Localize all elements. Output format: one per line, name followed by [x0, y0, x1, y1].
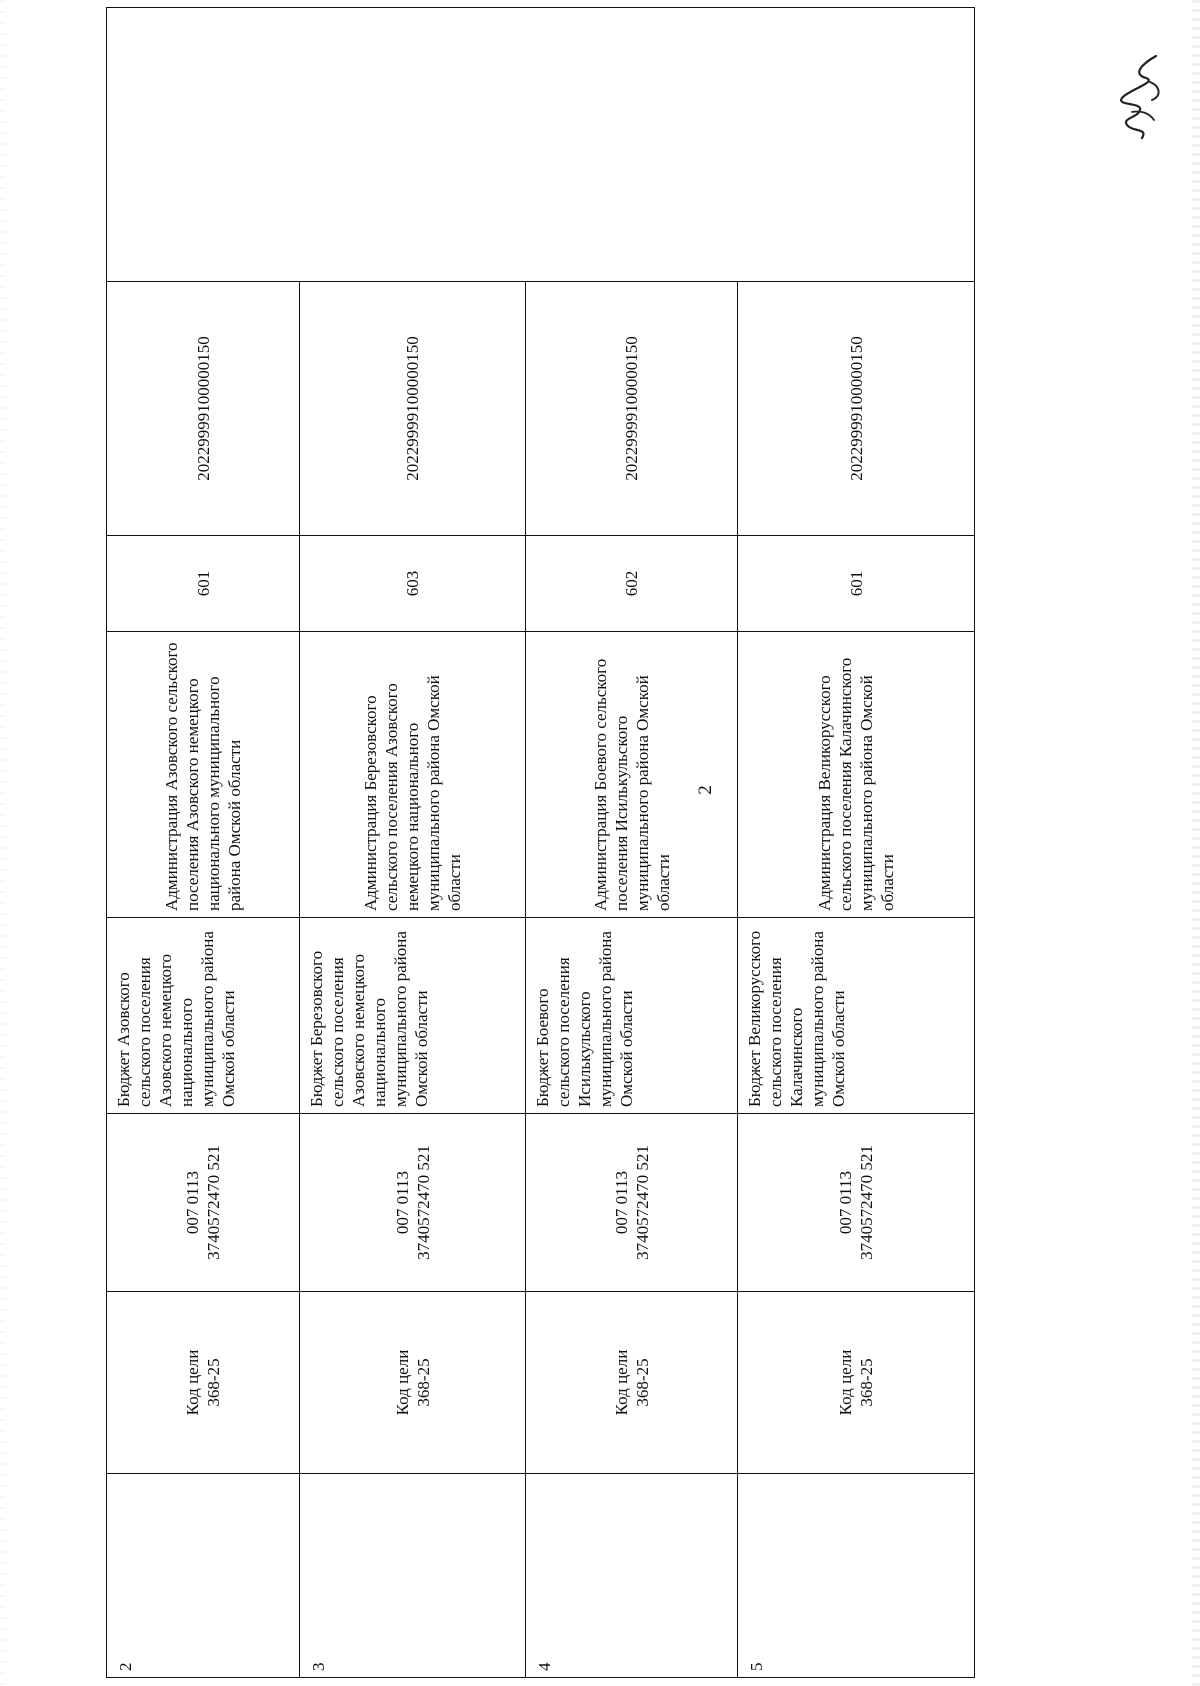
- admin-name-cell: Администрация Азовского сельского поселения Азовского немецкого национального муниципального района Омской области: [107, 632, 300, 918]
- row-number: 5: [738, 1474, 975, 1678]
- budget-name-cell: Бюджет Березовского сельского поселения Азовского немецкого национального муниципального района Омской области: [300, 918, 526, 1114]
- budget-class-2: 3740572470 521: [204, 1145, 223, 1260]
- scan-edge-right: [1192, 0, 1200, 1686]
- budget-class-1: 007 0113: [183, 1170, 202, 1235]
- target-code-cell: [738, 1292, 975, 1474]
- handwritten-signature: [1102, 52, 1174, 142]
- target-code-cell: [107, 1292, 300, 1474]
- budget-class-2: 3740572470 521: [857, 1145, 876, 1260]
- targets-table: [106, 7, 975, 1678]
- target-code-label: Код цели: [183, 1349, 202, 1416]
- admin-code-cell: 602: [526, 536, 738, 632]
- admin-name-cell: Администрация Березовского сельского поселения Азовского немецкого национального муниципального района Омской области: [300, 632, 526, 918]
- admin-code-cell: 601: [738, 536, 975, 632]
- admin-name-cell: Администрация Боевого сельского поселения Исилькульского муниципального района Омской области: [526, 632, 738, 918]
- merged-empty-cell: [107, 8, 975, 282]
- row-number: 2: [107, 1474, 300, 1678]
- table-row: [107, 8, 300, 1678]
- target-code: 368-25: [632, 1358, 652, 1407]
- budget-classification-cell: [526, 1114, 738, 1292]
- income-code-cell: 20229999100000150: [107, 282, 300, 536]
- scan-edge-left: [0, 0, 6, 1686]
- row-number: 4: [526, 1474, 738, 1678]
- admin-name-cell: Администрация Великорусского сельского поселения Калачинского муниципального района Омской области: [738, 632, 975, 918]
- budget-classification-cell: [300, 1114, 526, 1292]
- budget-name-cell: Бюджет Азовского сельского поселения Азовского немецкого национального муниципального района Омской области: [107, 918, 300, 1114]
- budget-class-2: 3740572470 521: [632, 1145, 652, 1260]
- income-code-cell: 20229999100000150: [526, 282, 738, 536]
- target-code-label: Код цели: [836, 1349, 855, 1416]
- target-code-label: Код цели: [611, 1349, 631, 1416]
- row-number: 3: [300, 1474, 526, 1678]
- income-code-cell: 20229999100000150: [300, 282, 526, 536]
- admin-code-cell: 603: [300, 536, 526, 632]
- target-code-cell: [526, 1292, 738, 1474]
- admin-code-cell: 601: [107, 536, 300, 632]
- target-code-label: Код цели: [392, 1349, 412, 1416]
- target-code-cell: [300, 1292, 526, 1474]
- budget-name-cell: Бюджет Боевого сельского поселения Исилькульского муниципального района Омской области: [526, 918, 738, 1114]
- budget-name-cell: Бюджет Великорусского сельского поселения Калачинского муниципального района Омской области: [738, 918, 975, 1114]
- budget-class-1: 007 0113: [836, 1170, 855, 1235]
- target-code: 368-25: [204, 1358, 223, 1407]
- budget-classification-cell: [738, 1114, 975, 1292]
- budget-classification-cell: [107, 1114, 300, 1292]
- income-code-cell: 20229999100000150: [738, 282, 975, 536]
- rotated-table-container: [106, 8, 974, 1678]
- budget-class-1: 007 0113: [611, 1170, 631, 1235]
- target-code: 368-25: [857, 1358, 876, 1407]
- budget-class-2: 3740572470 521: [413, 1145, 433, 1260]
- target-code: 368-25: [413, 1358, 433, 1407]
- page-number: 2: [695, 785, 716, 795]
- budget-class-1: 007 0113: [392, 1170, 412, 1235]
